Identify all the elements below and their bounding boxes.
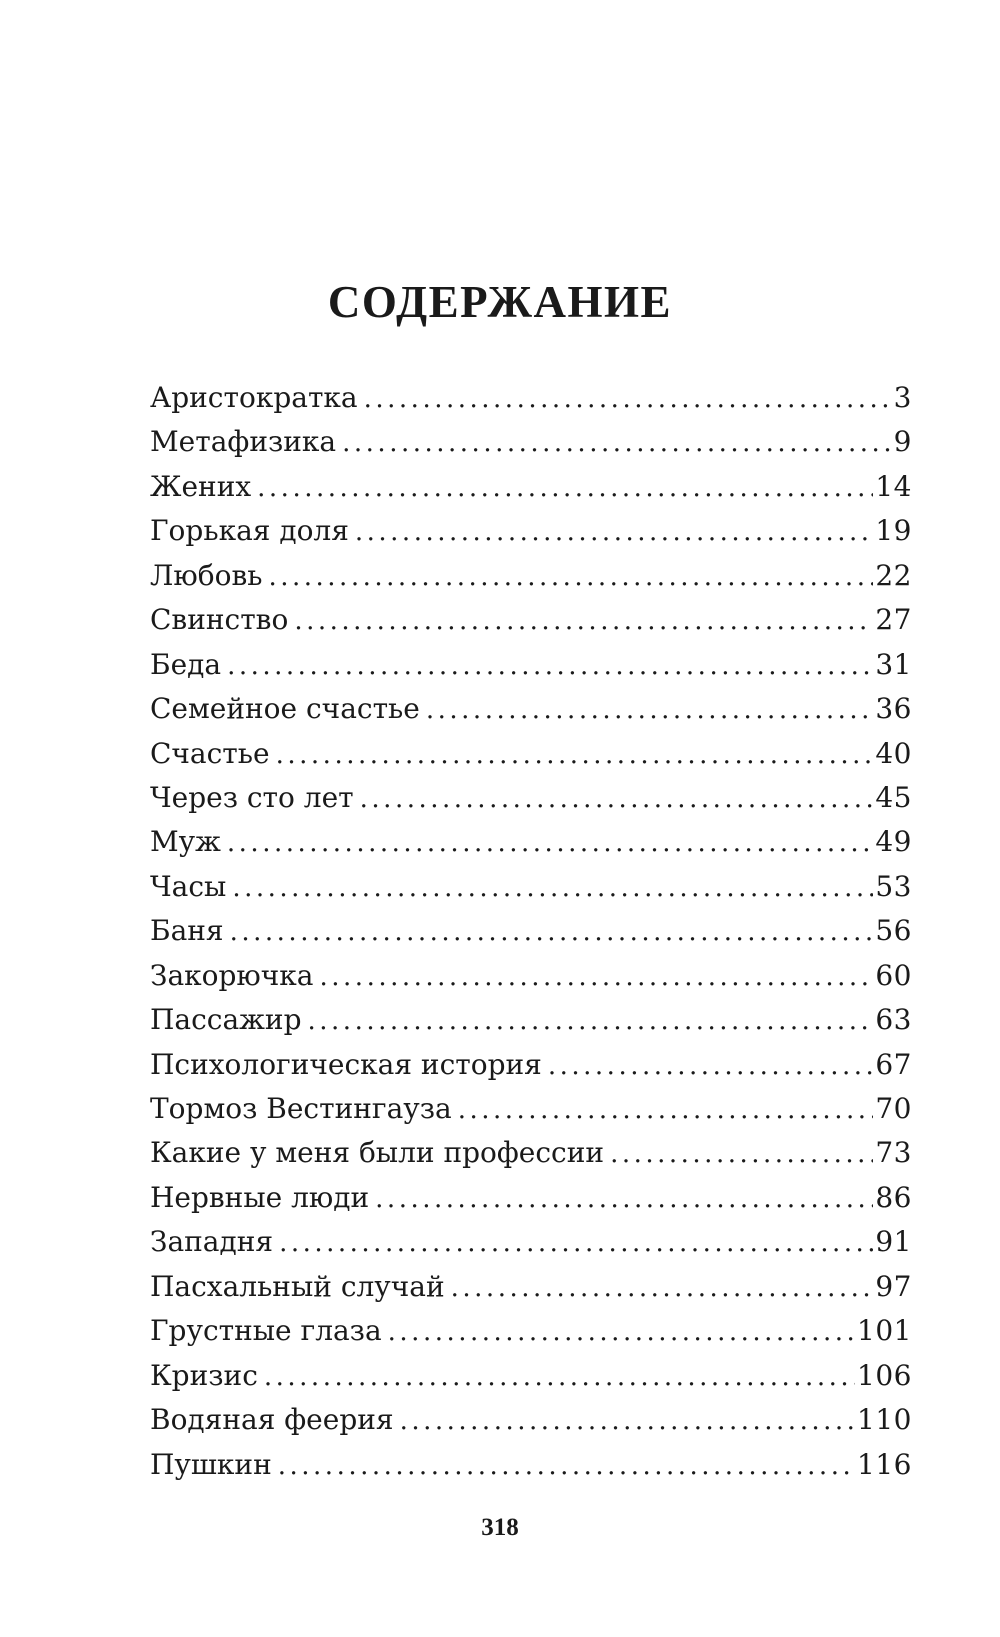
toc-entry [150,732,912,776]
toc-entry [150,1354,912,1398]
dot-leader [276,733,874,776]
page-number: 318 [481,1514,519,1541]
toc-entry-title: Пушкин [150,1447,272,1481]
toc-entry-title: Муж [150,825,221,859]
toc-entry-title: Водяная феерия [150,1403,394,1437]
toc-entry [150,909,912,953]
toc-entry [150,820,912,864]
toc-entry-page: 106 [857,1358,912,1392]
toc-entry-page: 9 [893,425,912,459]
toc-entry-title: Закорючка [150,958,314,992]
toc-entry-title: Какие у меня были профессии [150,1136,605,1170]
toc-entry-page: 22 [875,558,912,592]
toc-entry-title: Психологическая история [150,1047,542,1081]
dot-leader [342,421,892,464]
toc-entry-page: 116 [857,1447,912,1481]
toc-entry-page: 14 [875,469,912,503]
dot-leader [294,599,873,642]
dot-leader [227,821,873,864]
dot-leader [458,1088,874,1131]
toc-entry [150,1398,912,1442]
toc-entry-title: Счастье [150,736,270,770]
toc-entry [150,554,912,598]
toc-entry-page: 73 [875,1136,912,1170]
toc-entry-page: 110 [857,1403,912,1437]
toc-entry [150,776,912,820]
dot-leader [375,1177,873,1220]
page-title: СОДЕРЖАНИЕ [327,277,673,328]
dot-leader [268,555,873,598]
toc-entry [150,643,912,687]
toc-entry-page: 19 [875,514,912,548]
toc-entry [150,420,912,464]
dot-leader [320,955,874,998]
toc-entry [150,1087,912,1131]
dot-leader [364,377,892,420]
toc-entry-title: Аристократка [150,381,358,414]
toc-entry-title: Любовь [150,558,263,592]
dot-leader [400,1399,855,1442]
toc-entry [150,1443,912,1487]
toc-entry-page: 3 [893,381,912,414]
dot-leader [451,1266,874,1309]
toc-entry [150,998,912,1042]
toc-entry [150,865,912,909]
toc-entry-title: Западня [150,1225,274,1259]
toc-entry-title: Тормоз Вестингауза [150,1092,452,1125]
toc-entry-title: Через сто лет [150,780,354,814]
table-of-contents [150,376,912,1487]
dot-leader [388,1310,855,1353]
toc-entry [150,1265,912,1309]
toc-entry [150,1131,912,1175]
toc-entry-page: 56 [875,914,912,948]
toc-entry-page: 40 [875,736,912,770]
toc-entry [150,954,912,998]
toc-entry-page: 70 [875,1092,912,1125]
dot-leader [227,644,873,687]
dot-leader [232,866,873,909]
toc-entry-title: Свинство [150,603,289,637]
dot-leader [355,510,873,553]
toc-entry-title: Грустные глаза [150,1314,382,1348]
toc-entry-title: Семейное счастье [150,692,420,726]
dot-leader [548,1044,874,1087]
toc-entry-page: 53 [875,869,912,903]
toc-entry-page: 91 [875,1225,912,1259]
toc-entry-title: Часы [150,869,227,903]
toc-entry [150,376,912,420]
toc-entry-page: 60 [875,958,912,992]
toc-entry [150,598,912,642]
toc-entry-page: 36 [875,692,912,726]
toc-entry-page: 63 [875,1003,912,1037]
dot-leader [257,466,873,509]
toc-entry [150,1043,912,1087]
toc-entry-title: Пасхальный случай [150,1269,445,1303]
toc-entry [150,687,912,731]
toc-entry-page: 97 [875,1269,912,1303]
toc-entry [150,509,912,553]
toc-entry [150,465,912,509]
dot-leader [426,688,873,731]
toc-entry-page: 101 [857,1314,912,1348]
toc-entry-title: Нервные люди [150,1180,370,1214]
toc-entry [150,1176,912,1220]
dot-leader [279,1221,873,1264]
toc-entry-page: 45 [875,780,912,814]
toc-entry-page: 67 [875,1047,912,1081]
toc-entry-page: 49 [875,825,912,859]
toc-entry-page: 86 [875,1180,912,1214]
dot-leader [278,1444,855,1487]
toc-entry [150,1309,912,1353]
dot-leader [360,777,874,820]
toc-entry-title: Метафизика [150,425,337,459]
toc-entry-page: 27 [875,603,912,637]
toc-entry-title: Пассажир [150,1003,302,1037]
dot-leader [264,1355,855,1398]
toc-entry-page: 31 [875,647,912,681]
toc-entry-title: Жених [150,469,252,503]
dot-leader [308,999,874,1042]
toc-entry-title: Беда [150,647,222,681]
dot-leader [230,910,874,953]
toc-entry-title: Горькая доля [150,514,349,548]
toc-entry-title: Кризис [150,1358,258,1392]
toc-entry [150,1220,912,1264]
toc-entry-title: Баня [150,914,224,948]
dot-leader [610,1132,873,1175]
